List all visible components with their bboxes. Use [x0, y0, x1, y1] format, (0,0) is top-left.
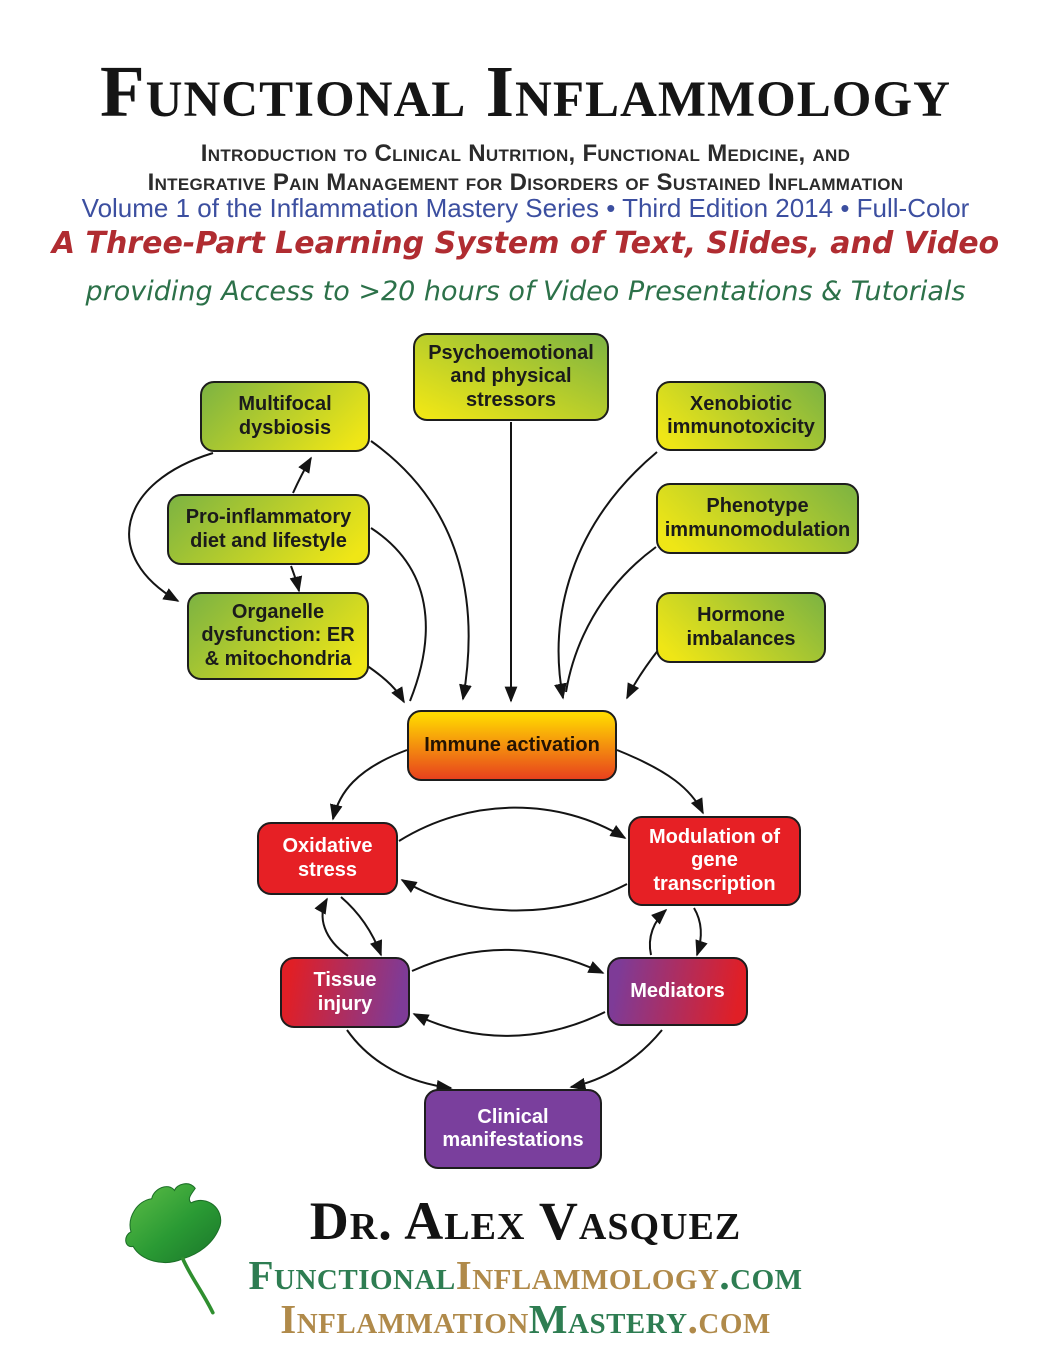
- arrow-mediators-to-modulation: [650, 910, 666, 955]
- node-psychoemotional-stressors: [413, 333, 609, 421]
- node-oxidative-stress: [257, 822, 398, 895]
- arrow-tissue-to-oxidative: [323, 899, 348, 956]
- node-mediators: [607, 957, 748, 1026]
- arrow-immune-to-oxidative: [333, 750, 407, 819]
- node-label: Organelle dysfunction: ER & mitochondria: [201, 601, 355, 670]
- subtitle-line-2: Integrative Pain Management for Disorders of Sustained Inflammation: [147, 169, 904, 196]
- website-functionalinflammology: [0, 1251, 1051, 1299]
- subtitle-line-1: Introduction to Clinical Nutrition, Functional Medicine, and: [200, 140, 851, 167]
- node-label: Oxidative stress: [282, 835, 373, 881]
- node-label: Phenotype immunomodulation: [664, 495, 851, 541]
- domain-segment: Mastery: [528, 1296, 688, 1342]
- node-label: Tissue injury: [313, 969, 377, 1015]
- arrow-immune-to-modulation: [617, 750, 703, 813]
- node-multifocal-dysbiosis: [200, 381, 370, 452]
- node-label: Pro-inflammatory diet and lifestyle: [185, 506, 352, 552]
- node-label: Hormone imbalances: [686, 604, 796, 650]
- node-immune-activation: [407, 710, 617, 781]
- arrow-proinflammatory-to-multifocal: [293, 458, 311, 493]
- node-proinflammatory-diet: [167, 494, 370, 565]
- node-label: Psychoemotional and physical stressors: [428, 342, 594, 411]
- node-label: Mediators: [630, 979, 725, 1002]
- arrow-mediators-to-tissue: [414, 1012, 605, 1036]
- arrow-multifocal-to-immune: [371, 441, 469, 699]
- author-name: Dr. Alex Vasquez: [309, 1191, 742, 1251]
- node-label: Clinical manifestations: [442, 1105, 584, 1151]
- node-clinical-manifestations: [424, 1089, 602, 1169]
- node-tissue-injury: [280, 957, 410, 1028]
- node-label: Immune activation: [424, 733, 600, 756]
- arrow-tissue-to-clinical: [347, 1030, 451, 1088]
- node-phenotype-immunomodulation: [656, 483, 859, 554]
- domain-segment: Functional: [248, 1252, 456, 1298]
- node-hormone-imbalances: [656, 592, 826, 663]
- node-label: Xenobiotic immunotoxicity: [667, 392, 815, 438]
- arrow-proinflammatory-to-organelle: [291, 566, 299, 591]
- node-label: Modulation of gene transcription: [648, 826, 781, 895]
- node-xenobiotic-immunotoxicity: [656, 381, 826, 451]
- node-label: Multifocal dysbiosis: [238, 393, 332, 439]
- domain-segment: Inflammology: [455, 1252, 720, 1298]
- arrow-oxidative-to-modulation: [399, 808, 625, 841]
- page-title: Functional Inflammology: [100, 51, 951, 132]
- arrow-hormone-to-immune: [627, 649, 659, 698]
- arrow-oxidative-to-tissue: [341, 897, 381, 955]
- tagline-green: providing Access to >20 hours of Video Presentations & Tutorials: [85, 276, 966, 307]
- tagline-red: A Three-Part Learning System of Text, Slides, and Video: [51, 226, 1000, 261]
- domain-segment: .com: [687, 1296, 771, 1342]
- arrow-modulation-to-mediators: [694, 908, 701, 955]
- website-inflammationmastery: [0, 1295, 1051, 1343]
- node-organelle-dysfunction: [187, 592, 369, 680]
- node-modulation-gene-transcription: [628, 816, 801, 906]
- arrow-organelle-to-immune: [366, 665, 404, 702]
- edition-line: Volume 1 of the Inflammation Mastery Series • Third Edition 2014 • Full-Color: [81, 193, 970, 223]
- domain-segment: .com: [719, 1252, 803, 1298]
- arrow-modulation-to-oxidative: [402, 880, 627, 911]
- domain-segment: Inflammation: [280, 1296, 529, 1342]
- arrow-mediators-to-clinical: [571, 1030, 662, 1087]
- arrow-tissue-to-mediators: [412, 950, 603, 973]
